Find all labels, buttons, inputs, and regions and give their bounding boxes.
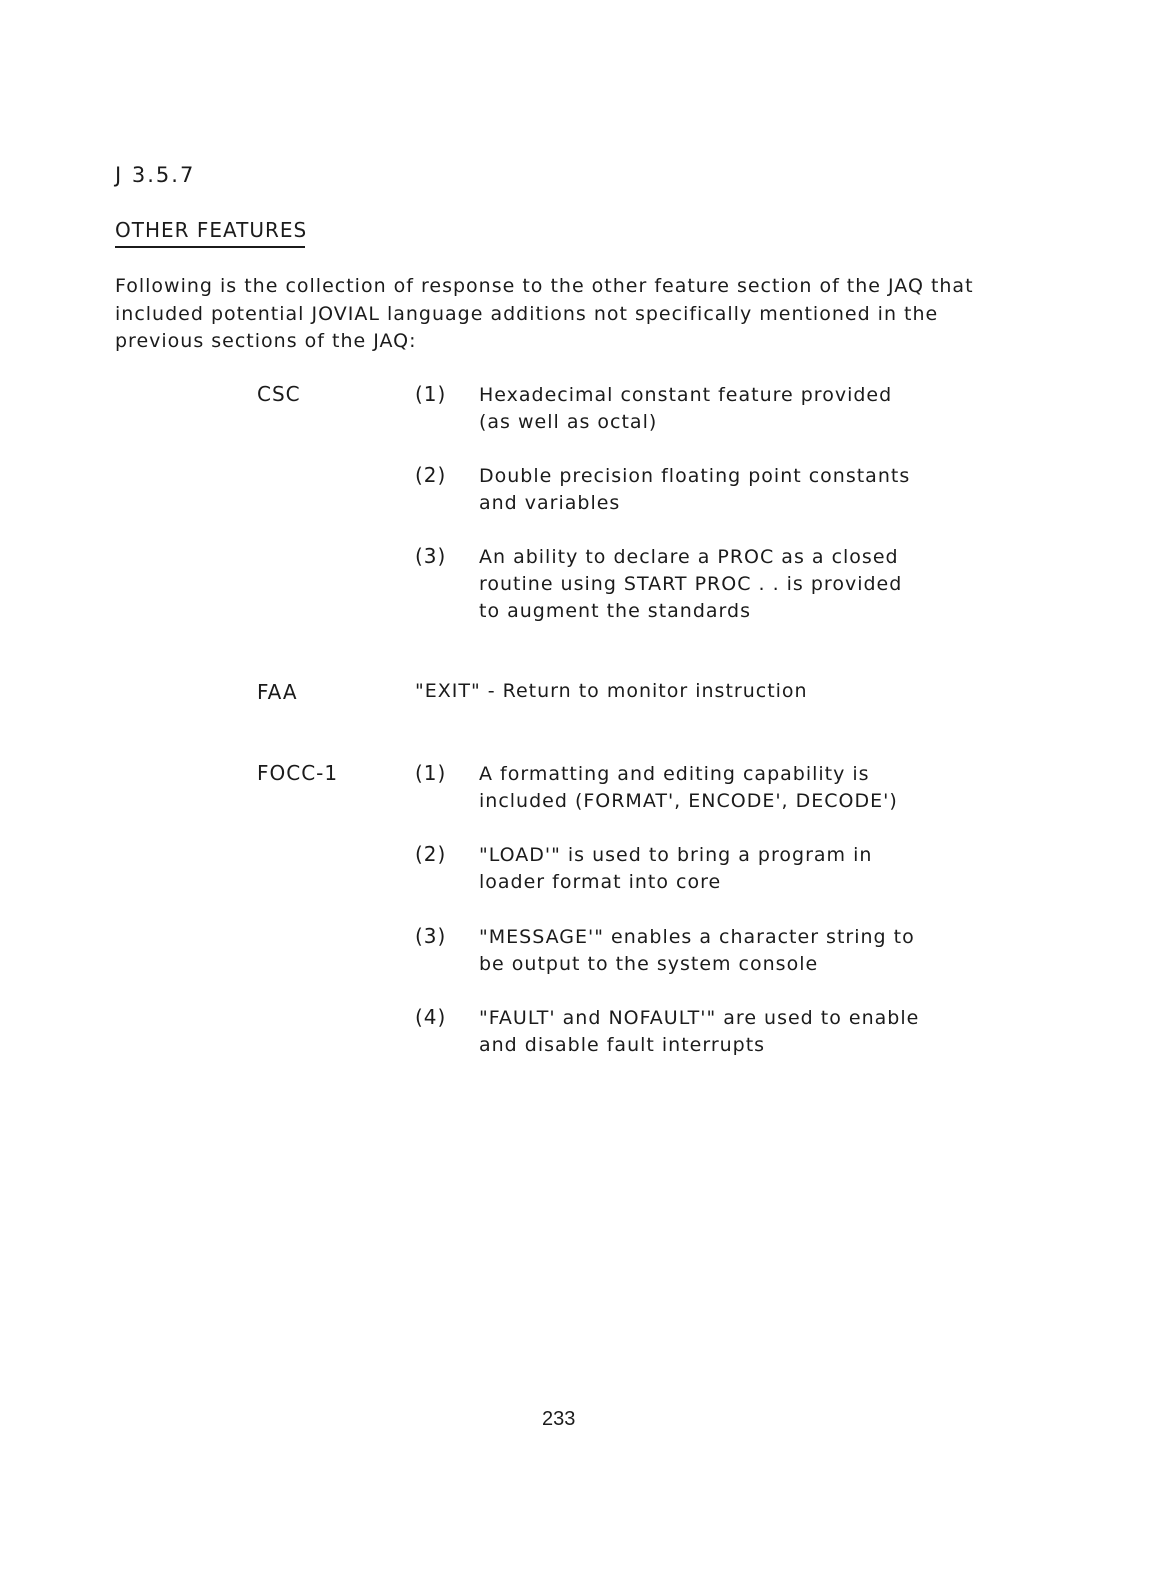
csc-item-2-text: Double precision floating point constants and variables — [479, 465, 911, 514]
focc-item-1-text: A formatting and editing capability is included (FORMAT', ENCODE', DECODE') — [479, 763, 898, 812]
focc-item-4-number: (4) — [415, 1005, 447, 1029]
group-label-focc-1: FOCC-1 — [257, 761, 339, 785]
faa-item-text: "EXIT" - Return to monitor instruction — [415, 680, 808, 702]
group-label-faa: FAA — [257, 680, 298, 704]
focc-item-3-text: "MESSAGE'" enables a character string to be output to the system console — [479, 926, 915, 975]
page-number: 233 — [542, 1408, 576, 1430]
focc-item-3-number: (3) — [415, 924, 447, 948]
focc-item-2-number: (2) — [415, 842, 447, 866]
section-title — [115, 218, 307, 242]
focc-item-1-number: (1) — [415, 761, 447, 785]
group-label-csc: CSC — [257, 382, 301, 406]
csc-item-3-text: An ability to declare a PROC as a closed routine using START PROC . . is provided to augment the standards — [479, 546, 903, 622]
focc-item-4-text: "FAULT' and NOFAULT'" are used to enable and disable fault interrupts — [479, 1007, 920, 1056]
csc-item-1-text: Hexadecimal constant feature provided (as well as octal) — [479, 384, 893, 433]
csc-item-2-number: (2) — [415, 463, 447, 487]
csc-item-3-number: (3) — [415, 544, 447, 568]
focc-item-2-text: "LOAD'" is used to bring a program in loader format into core — [479, 844, 873, 893]
section-title-text: OTHER FEATURES — [115, 218, 308, 242]
intro-paragraph: Following is the collection of response to the other feature section of the JAQ that included potential JOVIAL language additions not specifically mentioned in the previous sections of the JAQ: — [115, 275, 974, 352]
csc-item-1-number: (1) — [415, 382, 447, 406]
section-number: J 3.5.7 — [115, 163, 196, 187]
title-underline — [115, 246, 305, 248]
